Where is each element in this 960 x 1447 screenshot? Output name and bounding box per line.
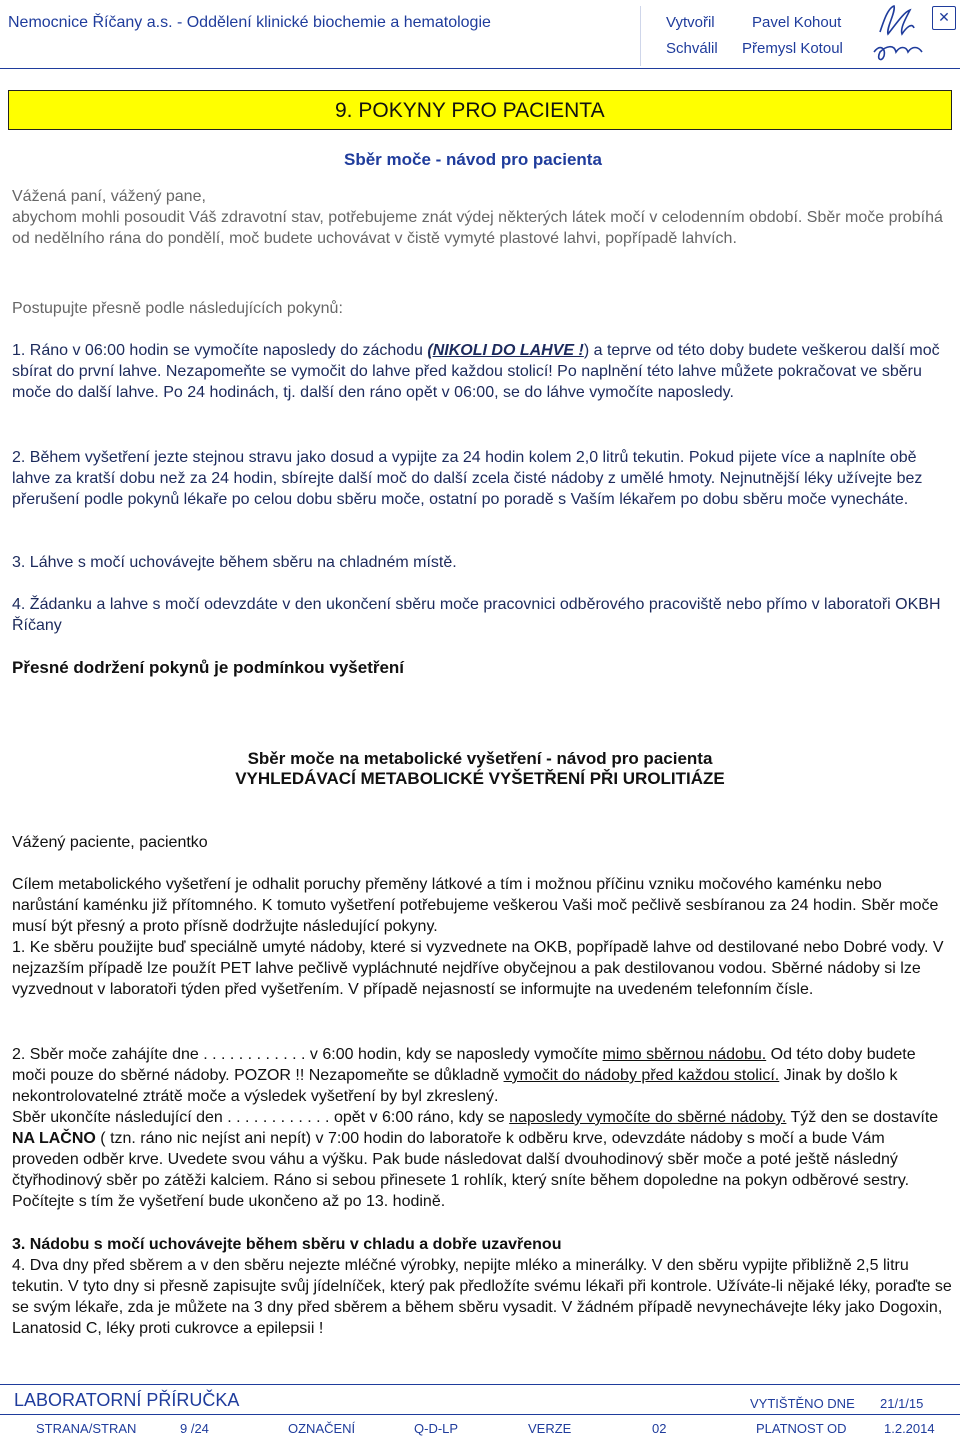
printed-value: 21/1/15 xyxy=(880,1396,924,1411)
point-2-continuation: Jinak by došlo k nekontrolovatelné ztrátě moče a výsledek vyšetření by byl zkreslený. xyxy=(12,1067,898,1105)
point-2-underline-3: naposledy vymočíte do sběrné nádoby. xyxy=(509,1109,787,1126)
point-2-fasting: NA LAČNO xyxy=(12,1130,96,1147)
created-label: Vytvořil xyxy=(666,14,715,31)
mark-value: Q-D-LP xyxy=(414,1421,459,1436)
footer-divider-top xyxy=(0,1384,960,1385)
section2-point-1: 1. Ke sběru použijte buď speciálně umyté nádoby, které si vyzvednete na OKB, popřípadě lahve od destilované nebo Dobré vody. V nejzazším případě lze použít PET lahve pečlivě vypláchnuté nejdříve obyčejnou a pak destilovanou vodou. Sběrné nádoby si lze vyzvednout v laboratoři týden před vyšetřením. V případě nejasností se informujte na uvedeném telefonním čísle. xyxy=(12,939,944,998)
mark-label: OZNAČENÍ xyxy=(288,1421,356,1436)
point-2-underline-1: mimo sběrnou nádobu. xyxy=(602,1046,767,1063)
printed-label: VYTIŠTĚNO DNE xyxy=(750,1396,855,1411)
step-1 xyxy=(12,340,952,403)
point-2-end-day: Sběr ukončíte následující den . . . . . . . . . . . . opět v 6:00 ráno, kdy se xyxy=(12,1109,510,1126)
greeting: Vážená paní, vážený pane, xyxy=(12,188,206,205)
step-1-rest: ) a teprve od této doby budete veškerou další moč sbírat do první lahve. Nezapomeňte se vymočit do lahve před každou stolicí! Po naplnění této lahve můžete pokračovat ve sběru moče do další lahve. Po 24 hodinách, tj. další den ráno opět v 06:00, se do láhve vymočíte naposledy. xyxy=(12,342,940,401)
step-4: 4. Žádanku a lahve s močí odevzdáte v den ukončení sběru moče pracovnici odběrového pracoviště nebo přímo v laboratoři OKBH Říčany xyxy=(12,596,941,634)
header-divider xyxy=(0,68,960,69)
valid-value: 1.2.2014 xyxy=(884,1421,935,1436)
page-label: STRANA/STRAN xyxy=(36,1421,137,1436)
version-label: VERZE xyxy=(528,1421,572,1436)
version-value: 02 xyxy=(652,1421,667,1436)
point-2-underline-2: vymočit do nádoby před každou stolicí. xyxy=(503,1067,780,1084)
point-2-start: 2. Sběr moče zahájíte dne . . . . . . . . . . . . v 6:00 hodin, kdy se naposledy vymočíte xyxy=(12,1046,603,1063)
section2-point-2 xyxy=(12,1044,952,1212)
close-icon[interactable]: ✕ xyxy=(932,6,956,30)
section2-intro: Cílem metabolického vyšetření je odhalit poruchy přeměny látkové a tím i možnou příčinu vzniku močového kaménku nebo narůstání kaménku již přítomného. K tomuto vyšetření potřebujeme veškerou Vaši moč pečlivě sesbíranou za 24 hodin. Sběr moče musí být přesný a proto přísně dodržujte následující pokyny. xyxy=(12,876,939,935)
header-separator xyxy=(640,6,641,66)
point-2-rest: ( tzn. ráno nic nejíst ani nepít) v 7:00 hodin do laboratoře k odběru krve, odevzdáte nádoby s močí a bude Vám proveden odběr krve. Uvedete svou váhu a výšku. Pak bude následovat další dvouhodinový sběr moče a poté ještě následný čtyřhodinový sběr po zátěži kalciem. Ráno si sebou přinesete 1 rohlík, který sníte během dopoledne na pokyn odběrové sestry. Počítejte s tím že vyšetření bude ukončeno až po 13. hodině. xyxy=(12,1130,910,1210)
signature-icon xyxy=(866,2,928,66)
section2-greeting: Vážený paciente, pacientko xyxy=(12,834,208,851)
step-1-warning: (NIKOLI DO LAHVE ! xyxy=(427,342,584,359)
point-2-same-day: Týž den se dostavíte xyxy=(786,1109,939,1126)
section2-point-4: 4. Dva dny před sběrem a v den sběru nejezte mléčné výrobky, nepijte mléko a minerálky. V den sběru vypijte přibližně 2,5 litru tekutin. V tyto dny si přesně zapisujte svůj jídelníček, který pak předložíte svému lékaři při kontrole. Užíváte-li nějaké léky, poraďte se se svým lékaře, zda je můžete na 3 dny před sběrem a během sběru vysadit. V žádném případě nevynechávejte léky jako Dogoxin, Lanatosid C, léky proti cukrovce a epilepsii ! xyxy=(12,1257,952,1337)
step-1-text: 1. Ráno v 06:00 hodin se vymočíte naposledy do záchodu xyxy=(12,342,428,359)
section2-point-3: 3. Nádobu s močí uchovávejte během sběru v chladu a dobře uzavřenou xyxy=(12,1236,562,1253)
footer-divider-mid xyxy=(0,1414,960,1415)
intro-text: abychom mohli posoudit Váš zdravotní stav, potřebujeme znát výdej některých látek močí v celodenním období. Sběr moče probíhá od nedělního rána do pondělí, moč budete uchovávat v čistě vymyté plastové lahvi, popřípadě lahvích. xyxy=(12,209,943,247)
approved-label: Schválil xyxy=(666,40,718,57)
follow-instructions: Postupujte přesně podle následujících pokynů: xyxy=(12,300,343,317)
step-2: 2. Během vyšetření jezte stejnou stravu jako dosud a vypijte za 24 hodin kolem 2,0 litrů tekutin. Pokud pijete více a naplníte obě lahve za kratší dobu než za 24 hodin, sbírejte další moč do další zcela čisté nádoby z umělé hmoty. Nejnutnější léky užívejte bez přerušení podle pokynů lékaře po celou dobu sběru moče, ostatní po poradě s Vaším lékařem po dobu sběru moče vynecháte. xyxy=(12,449,923,508)
page-value: 9 /24 xyxy=(180,1421,209,1436)
section2-title: Sběr moče na metabolické vyšetření - návod pro pacienta xyxy=(247,749,713,768)
subtitle: Sběr moče - návod pro pacienta xyxy=(344,150,602,169)
approved-by: Přemysl Kotoul xyxy=(742,40,843,57)
step-3: 3. Láhve s močí uchovávejte během sběru na chladném místě. xyxy=(12,554,457,571)
manual-title: LABORATORNÍ PŘÍRUČKA xyxy=(14,1390,240,1410)
organization-name: Nemocnice Říčany a.s. - Oddělení klinické biochemie a hematologie xyxy=(8,14,491,31)
section2-subtitle: VYHLEDÁVACÍ METABOLICKÉ VYŠETŘENÍ PŘI UROLITIÁZE xyxy=(235,769,725,788)
valid-label: PLATNOST OD xyxy=(756,1421,847,1436)
section-title-box xyxy=(8,90,952,130)
important-note: Přesné dodržení pokynů je podmínkou vyšetření xyxy=(12,658,405,677)
section-title: 9. POKYNY PRO PACIENTA xyxy=(335,99,605,122)
point-2-middle: Od této doby budete moči pouze do sběrné nádoby. POZOR !! Nezapomeňte se důkladně xyxy=(12,1046,916,1084)
created-by: Pavel Kohout xyxy=(752,14,842,31)
